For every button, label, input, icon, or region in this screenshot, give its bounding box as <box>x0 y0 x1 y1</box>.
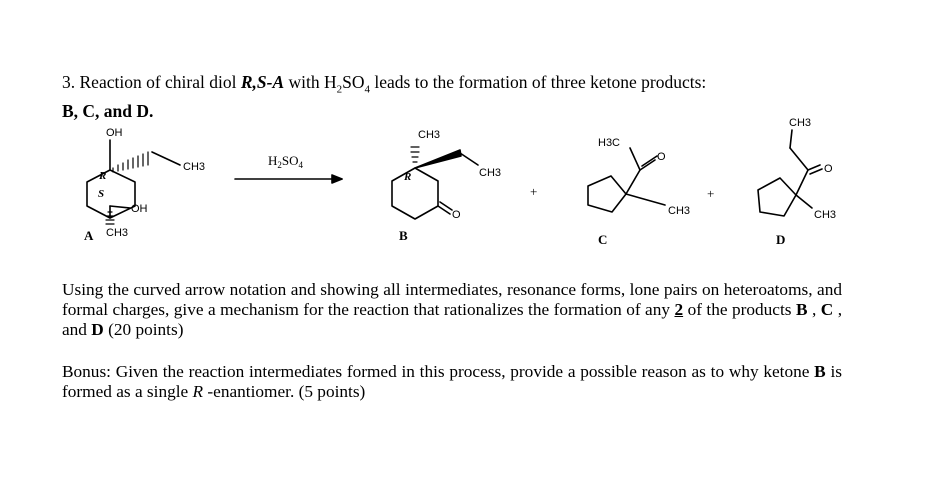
mechanism-sep-1: , <box>807 300 821 319</box>
compound-a-stereo-s: S <box>98 188 105 200</box>
mechanism-product-c: C <box>820 300 834 319</box>
compound-d-label: D <box>776 232 786 247</box>
compound-a-methyl-bottom: CH3 <box>106 227 129 239</box>
mechanism-paragraph <box>62 280 842 340</box>
compound-d-ring <box>758 178 796 216</box>
mechanism-product-d: D <box>91 320 104 339</box>
reagent-label: $H_2SO_4$ <box>268 153 304 170</box>
subscript-4: 4 <box>364 83 370 96</box>
compound-b-ring <box>392 168 438 219</box>
compound-c-methyl-side: CH3 <box>668 205 691 217</box>
question-intro: 3. Reaction of chiral diol <box>62 72 241 92</box>
compound-b-hashed-bond <box>411 147 419 162</box>
compound-b-stereo: R <box>404 171 412 183</box>
compound-b-label: B <box>399 228 408 243</box>
bonus-r-label: R <box>192 382 204 401</box>
compound-a-ring <box>87 170 135 218</box>
compound-b-oxygen: O <box>452 209 461 221</box>
bonus-product-b: B <box>814 362 826 381</box>
reactant-label: R,S-A <box>240 72 285 92</box>
compound-b-wedge <box>415 150 461 168</box>
compound-a-oh-bottom: OH <box>131 203 148 215</box>
plus-sign-1: + <box>530 184 538 199</box>
intro-text-2: with H <box>284 72 337 92</box>
mechanism-sep-2: , and <box>62 300 843 339</box>
compound-a-label: A <box>84 228 94 243</box>
subscript-2: 2 <box>336 83 343 96</box>
compound-c-methyl-top: H3C <box>598 137 621 149</box>
compound-a-oh-top: OH <box>106 127 123 139</box>
bonus-text-2: is formed as a single <box>62 362 842 401</box>
bonus-text-3: -enantiomer. (5 points) <box>203 382 366 401</box>
plus-sign-2: + <box>707 186 715 201</box>
compound-a-methyl-side: CH3 <box>183 161 206 173</box>
mechanism-text-2: of the products <box>683 300 796 319</box>
compound-a-hashed-bond <box>113 152 148 172</box>
compound-c-label: C <box>598 232 608 247</box>
compound-a-stereo-r: R <box>99 170 107 182</box>
compound-c-ring <box>588 176 626 212</box>
compound-b-methyl-top: CH3 <box>418 129 441 141</box>
mechanism-number: 2 <box>674 300 684 319</box>
compound-d-methyl-side: CH3 <box>814 209 837 221</box>
compound-b-methyl-side: CH3 <box>479 167 502 179</box>
products-line: B, C, and D. <box>62 100 154 121</box>
bonus-paragraph <box>62 362 842 402</box>
compound-c-oxygen: O <box>657 151 666 163</box>
mechanism-points: (20 points) <box>103 320 184 339</box>
mechanism-text-1: Using the curved arrow notation and showing all intermediates, resonance forms, lone pairs on heteroatoms, and formal charges, give a mechanism for the reaction that rationalizes the formation of any <box>62 280 842 319</box>
compound-d-methyl-top: CH3 <box>789 117 812 129</box>
compound-d-oxygen: O <box>824 163 833 175</box>
intro-text-3: SO <box>342 72 365 92</box>
bonus-text-1: Bonus: Given the reaction intermediates formed in this process, provide a possible reason as to why ketone <box>62 362 815 381</box>
mechanism-product-b: B <box>795 300 808 319</box>
intro-text-4: leads to the formation of three ketone products: <box>370 72 707 92</box>
